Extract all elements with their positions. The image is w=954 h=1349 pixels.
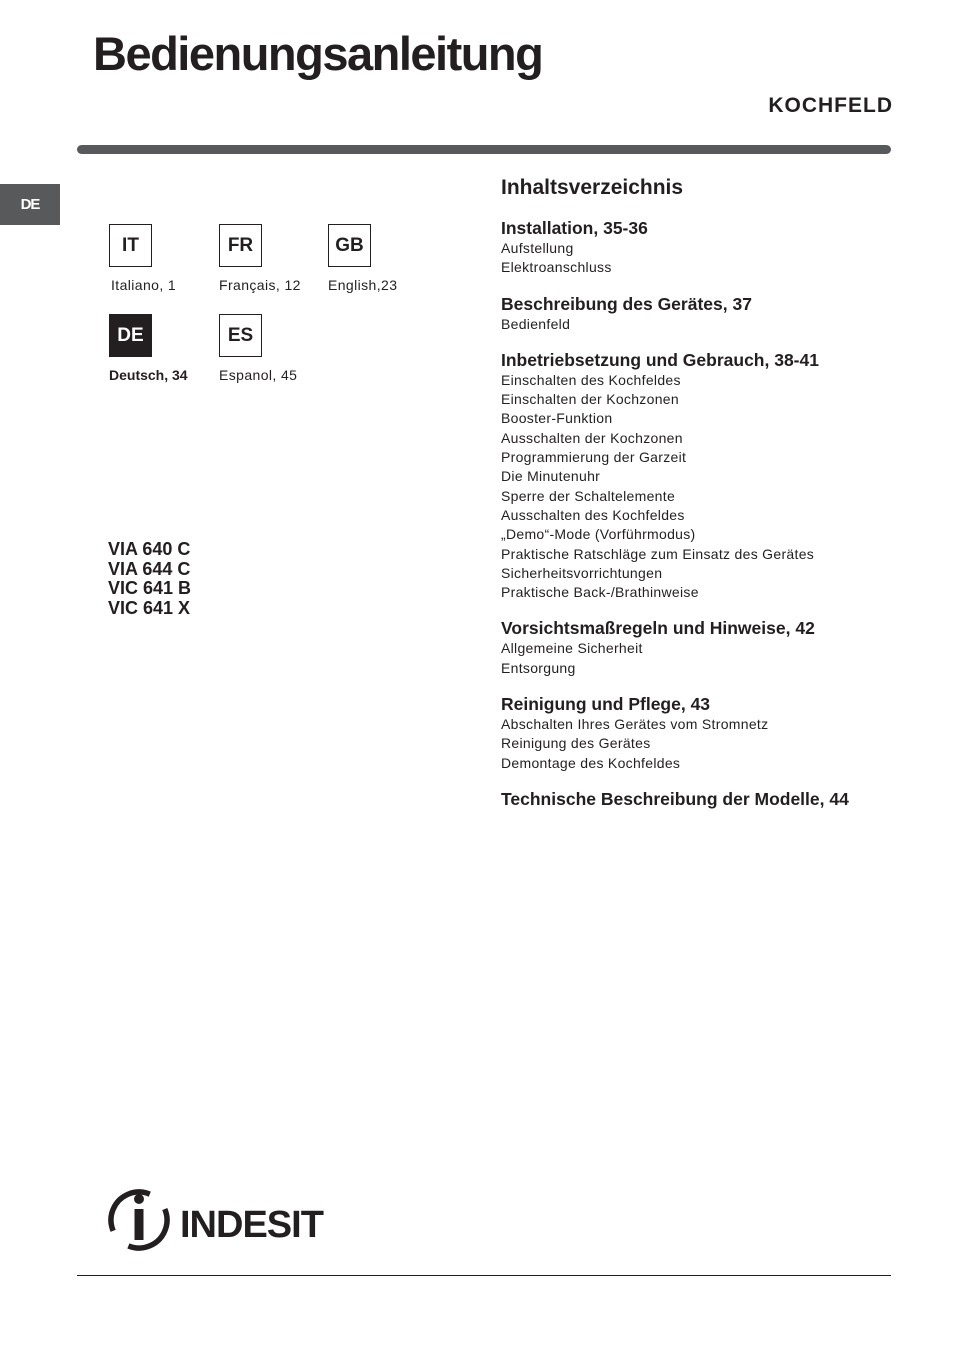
toc-item[interactable]: Ausschalten des Kochfeldes xyxy=(501,506,685,523)
language-label-active: Deutsch, 34 xyxy=(109,367,188,383)
toc-item[interactable]: „Demo“-Mode (Vorführmodus) xyxy=(501,526,696,543)
language-code-box: ES xyxy=(219,314,262,357)
toc-heading: Inhaltsverzeichnis xyxy=(501,176,684,199)
language-label: English,23 xyxy=(328,277,398,293)
model-name: VIA 640 C xyxy=(108,539,191,559)
toc-section-cleaning xyxy=(501,693,921,773)
toc-section-title[interactable]: Beschreibung des Gerätes, 37 xyxy=(501,293,752,314)
language-label: Italiano, 1 xyxy=(111,277,177,293)
toc-section-technical xyxy=(501,788,921,810)
model-name: VIA 644 C xyxy=(108,558,191,579)
footer-rule xyxy=(77,1275,891,1276)
toc-section-title[interactable]: Technische Beschreibung der Modelle, 44 xyxy=(501,788,849,809)
brand-logo-text: INDESIT xyxy=(180,1204,323,1246)
document-subtitle: KOCHFELD xyxy=(768,94,893,117)
header-divider-bar xyxy=(77,145,891,154)
toc-item[interactable]: Abschalten Ihres Gerätes vom Stromnetz xyxy=(501,716,769,733)
toc-section-operation xyxy=(501,349,921,603)
toc-item[interactable]: Aufstellung xyxy=(501,240,574,256)
toc-item[interactable]: Entsorgung xyxy=(501,659,576,676)
toc-item[interactable]: Bedienfeld xyxy=(501,315,571,332)
toc-section-safety xyxy=(501,617,921,678)
language-es[interactable] xyxy=(219,314,297,383)
document-title: Bedienungsanleitung xyxy=(93,27,543,80)
toc-item[interactable]: Einschalten der Kochzonen xyxy=(501,391,679,408)
language-label: Français, 12 xyxy=(219,277,301,293)
toc-item[interactable]: Ausschalten der Kochzonen xyxy=(501,429,683,446)
toc-item[interactable]: Reinigung des Gerätes xyxy=(501,735,651,752)
toc-item[interactable]: Programmierung der Garzeit xyxy=(501,449,687,466)
language-it[interactable] xyxy=(109,224,176,293)
language-gb[interactable] xyxy=(328,224,397,293)
toc-section-installation xyxy=(501,217,921,278)
toc-item[interactable]: Booster-Funktion xyxy=(501,410,613,427)
language-fr[interactable] xyxy=(219,224,301,293)
toc-item[interactable]: Einschalten des Kochfeldes xyxy=(501,371,681,388)
language-code-box: GB xyxy=(328,224,371,267)
brand-logo xyxy=(108,1187,348,1258)
model-name: VIC 641 B xyxy=(108,578,192,598)
toc-section-title[interactable]: Installation, 35-36 xyxy=(501,218,648,238)
language-code-box-active: DE xyxy=(109,314,152,357)
language-label: Espanol, 45 xyxy=(219,367,298,383)
table-of-contents xyxy=(501,175,921,825)
language-side-tab: DE xyxy=(0,184,60,225)
language-code-box: FR xyxy=(219,224,262,267)
language-de[interactable] xyxy=(109,314,188,383)
toc-item[interactable]: Die Minutenuhr xyxy=(501,468,601,485)
language-code-box: IT xyxy=(109,224,152,267)
toc-section-title[interactable]: Inbetriebsetzung und Gebrauch, 38-41 xyxy=(501,349,819,370)
toc-item[interactable]: Demontage des Kochfeldes xyxy=(501,754,681,771)
toc-item[interactable]: Allgemeine Sicherheit xyxy=(501,640,643,657)
toc-section-title[interactable]: Reinigung und Pflege, 43 xyxy=(501,694,711,715)
toc-item[interactable]: Elektroanschluss xyxy=(501,259,612,276)
indesit-logo-icon xyxy=(108,1187,348,1253)
toc-item[interactable]: Sicherheitsvorrichtungen xyxy=(501,564,663,581)
toc-item[interactable]: Praktische Ratschläge zum Einsatz des Gerätes xyxy=(501,545,815,562)
model-name: VIC 641 X xyxy=(108,597,191,618)
toc-item[interactable]: Sperre der Schaltelemente xyxy=(501,487,676,504)
toc-item[interactable]: Praktische Back-/Brathinweise xyxy=(501,584,699,601)
toc-section-title[interactable]: Vorsichtsmaßregeln und Hinweise, 42 xyxy=(501,618,815,639)
toc-section-description xyxy=(501,293,921,334)
model-list xyxy=(108,540,191,618)
